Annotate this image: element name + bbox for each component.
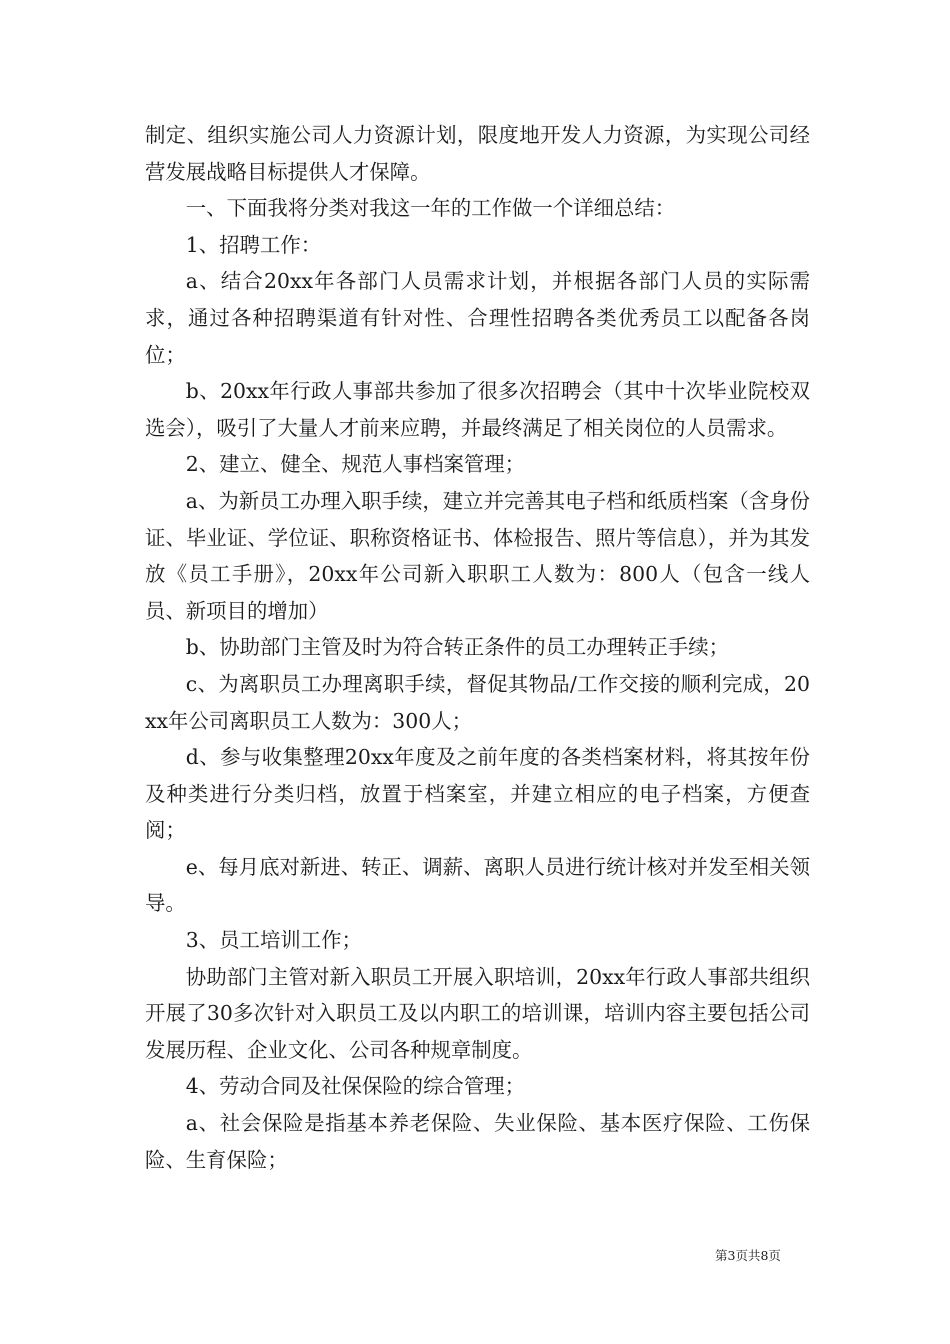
paragraph-training: 协助部门主管对新入职员工开展入职培训，20xx年行政人事部共组织开展了30多次针对入职员工及以内职工的培训课，培训内容主要包括公司发展历程、企业文化、公司各种规章制度。 — [145, 964, 810, 1062]
section-heading-contracts: 4、劳动合同及社保保险的综合管理； — [185, 1074, 526, 1099]
section-heading-summary: 一、下面我将分类对我这一年的工作做一个详细总结： — [185, 196, 676, 221]
paragraph-files-d: d、参与收集整理20xx年度及之前年度的各类档案材料，将其按年份及种类进行分类归档，放置于档案室，并建立相应的电子档案，方便查阅； — [145, 745, 810, 843]
paragraph-files-e: e、每月底对新进、转正、调薪、离职人员进行统计核对并发至相关领导。 — [145, 854, 810, 916]
document-body — [145, 117, 810, 1178]
page-number: 第3页共8页 — [715, 1248, 781, 1263]
paragraph-files-a: a、为新员工办理入职手续，建立并完善其电子档和纸质档案（含身份证、毕业证、学位证、职称资格证书、体检报告、照片等信息），并为其发放《员工手册》，20xx年公司新入职职工人数为：800人（包含一线人员、新项目的增加） — [145, 488, 810, 623]
paragraph-contracts-a: a、社会保险是指基本养老保险、失业保险、基本医疗保险、工伤保险、生育保险； — [145, 1111, 810, 1172]
paragraph-recruitment-b: b、20xx年行政人事部共参加了很多次招聘会（其中十次毕业院校双选会），吸引了大量人才前来应聘，并最终满足了相关岗位的人员需求。 — [145, 379, 810, 440]
section-heading-recruitment: 1、招聘工作： — [185, 232, 322, 257]
section-heading-personnel-files: 2、建立、健全、规范人事档案管理； — [185, 452, 526, 477]
paragraph-intro: 制定、组织实施公司人力资源计划，限度地开发人力资源，为实现公司经营发展战略目标提供人才保障。 — [145, 123, 810, 184]
section-heading-training: 3、员工培训工作； — [185, 928, 362, 953]
paragraph-files-b: b、协助部门主管及时为符合转正条件的员工办理转正手续； — [185, 635, 730, 660]
paragraph-files-c: c、为离职员工办理离职手续，督促其物品/工作交接的顺利完成，20xx年公司离职员工人数为：300人； — [145, 671, 810, 733]
paragraph-recruitment-a: a、结合20xx年各部门人员需求计划，并根据各部门人员的实际需求，通过各种招聘渠道有针对性、合理性招聘各类优秀员工以配备各岗位； — [145, 269, 810, 367]
